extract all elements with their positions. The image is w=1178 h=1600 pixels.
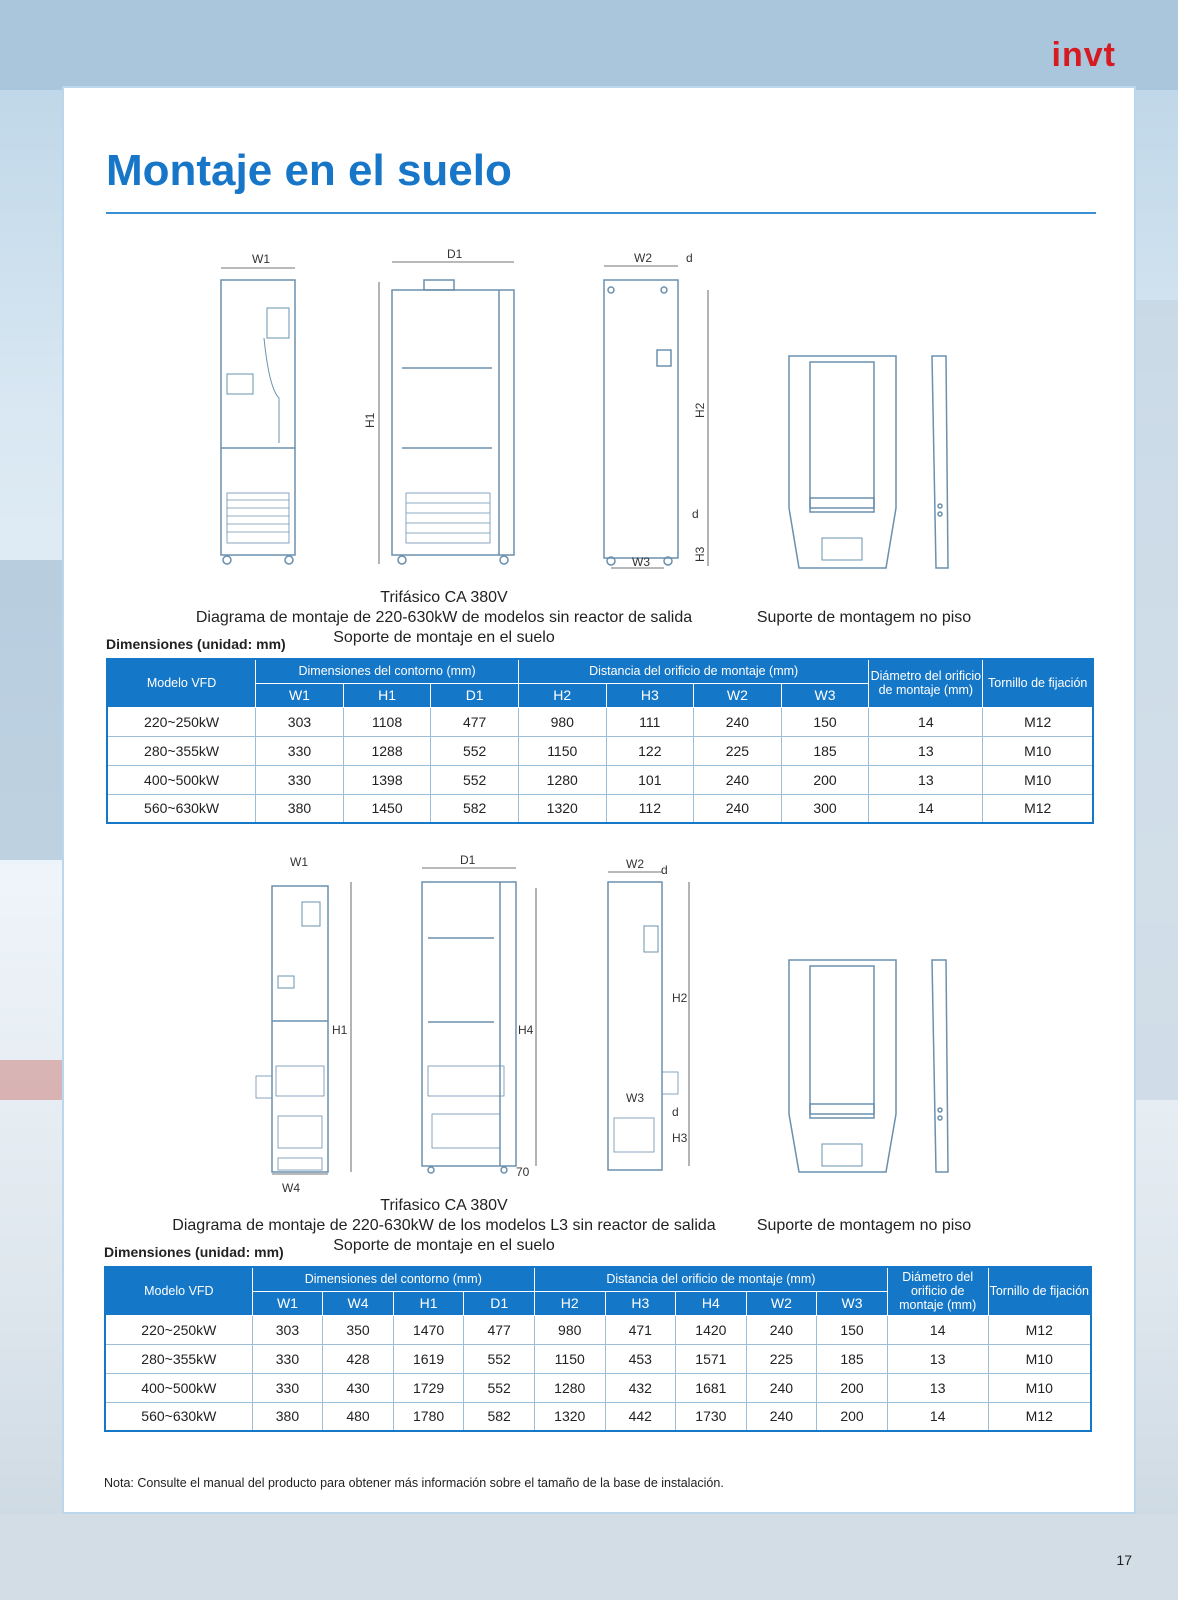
s1-label-w2: W2 (634, 251, 652, 265)
table-cell: 1280 (534, 1373, 605, 1402)
s1-label-d-top: d (686, 251, 693, 265)
s1-head-hole: Distancia del orificio de montaje (mm) (518, 659, 868, 683)
s2-label-w2: W2 (626, 857, 644, 871)
s1-label-h3: H3 (693, 546, 707, 562)
table-cell: 400~500kW (107, 765, 256, 794)
table-cell: 13 (887, 1344, 988, 1373)
table-cell: 442 (605, 1402, 676, 1431)
table-cell: 150 (781, 707, 869, 736)
s1-label-h2: H2 (693, 402, 707, 418)
page-title: Montaje en el suelo (106, 146, 512, 195)
table-cell: 240 (694, 794, 782, 823)
table-cell: 111 (606, 707, 694, 736)
s2-col-w4: W4 (323, 1291, 394, 1315)
table-cell: 1729 (393, 1373, 464, 1402)
section1-diagrams (64, 238, 1134, 588)
s1-label-d-bottom: d (692, 507, 699, 521)
s2-col-h4: H4 (676, 1291, 747, 1315)
table-cell: M10 (988, 1344, 1091, 1373)
table-cell: 380 (252, 1402, 323, 1431)
table-cell: 1730 (676, 1402, 747, 1431)
s1-col-h1: H1 (343, 683, 431, 707)
s1-label-w3: W3 (632, 555, 650, 569)
table-cell: 13 (869, 765, 983, 794)
s1-head-screw: Tornillo de fijación (983, 659, 1093, 707)
s2-caption-line2: Diagrama de montaje de 220-630kW de los modelos L3 sin reactor de salida (172, 1217, 716, 1234)
table-cell: 477 (431, 707, 519, 736)
s2-head-model: Modelo VFD (105, 1267, 252, 1315)
table-cell: M10 (983, 736, 1093, 765)
table-row (105, 1315, 1091, 1344)
s1-head-outline: Dimensiones del contorno (mm) (256, 659, 519, 683)
table-cell: 240 (746, 1315, 817, 1344)
table-cell: 980 (534, 1315, 605, 1344)
s2-label-h4: H4 (518, 1023, 534, 1037)
s2-col-w1: W1 (252, 1291, 323, 1315)
table-cell: 980 (518, 707, 606, 736)
table-cell: 428 (323, 1344, 394, 1373)
table-cell: 330 (256, 736, 344, 765)
logo-text: invt (1051, 36, 1116, 74)
table-cell: 101 (606, 765, 694, 794)
table-cell: 14 (887, 1315, 988, 1344)
table-cell: 1320 (518, 794, 606, 823)
s2-label-w1: W1 (290, 855, 308, 869)
s2-col-w3: W3 (817, 1291, 888, 1315)
s2-stand-front (789, 960, 896, 1172)
table-cell: 552 (431, 736, 519, 765)
table-cell: 330 (252, 1344, 323, 1373)
table-row (107, 736, 1093, 765)
invt-logo (1052, 36, 1116, 75)
table-cell: 400~500kW (105, 1373, 252, 1402)
table-cell: 122 (606, 736, 694, 765)
table-cell: 1108 (343, 707, 431, 736)
table-cell: 552 (464, 1373, 535, 1402)
s2-col-w2: W2 (746, 1291, 817, 1315)
page-number: 17 (1116, 1552, 1132, 1568)
s1-stand-front (789, 356, 896, 568)
s2-head-outline: Dimensiones del contorno (mm) (252, 1267, 534, 1291)
table-cell: 582 (431, 794, 519, 823)
table-cell: 185 (781, 736, 869, 765)
s1-dimensions-table (106, 658, 1094, 824)
table-cell: 280~355kW (107, 736, 256, 765)
table-cell: 1150 (518, 736, 606, 765)
table-cell: 1681 (676, 1373, 747, 1402)
s1-label-h1: H1 (363, 412, 377, 428)
table-cell: 13 (869, 736, 983, 765)
s2-stand-side (932, 960, 948, 1172)
table-cell: 303 (252, 1315, 323, 1344)
table-cell: 112 (606, 794, 694, 823)
table-cell: 560~630kW (107, 794, 256, 823)
s1-caption-line1: Trifásico CA 380V (380, 589, 508, 606)
table-cell: 1470 (393, 1315, 464, 1344)
table-cell: 13 (887, 1373, 988, 1402)
table-cell: 200 (817, 1402, 888, 1431)
table-cell: 240 (746, 1402, 817, 1431)
s1-caption-line2: Diagrama de montaje de 220-630kW de modelos sin reactor de salida (195, 609, 693, 626)
s2-col-h1: H1 (393, 1291, 464, 1315)
s1-head-diameter: Diámetro del orificio de montaje (mm) (869, 659, 983, 707)
table-cell: 185 (817, 1344, 888, 1373)
footnote: Nota: Consulte el manual del producto para obtener más información sobre el tamaño de la base de instalación. (104, 1476, 724, 1490)
table-cell: 380 (256, 794, 344, 823)
table-row (107, 765, 1093, 794)
table-cell: M10 (983, 765, 1093, 794)
s1-col-h3: H3 (606, 683, 694, 707)
table-cell: 1619 (393, 1344, 464, 1373)
s2-label-d-top: d (661, 863, 668, 877)
s2-caption-right: Suporte de montagem no piso (756, 1217, 972, 1234)
table-cell: 430 (323, 1373, 394, 1402)
s2-label-w3: W3 (626, 1091, 644, 1105)
s1-caption-right: Suporte de montagem no piso (756, 609, 972, 626)
table-cell: 225 (746, 1344, 817, 1373)
content-panel (62, 86, 1136, 1514)
s1-col-w2: W2 (694, 683, 782, 707)
table-cell: M12 (988, 1315, 1091, 1344)
s2-head-diameter: Diámetro del orificio de montaje (mm) (887, 1267, 988, 1315)
table-cell: 1280 (518, 765, 606, 794)
s1-stand-side (932, 356, 948, 568)
section2-diagrams (64, 846, 1134, 1196)
table-cell: 582 (464, 1402, 535, 1431)
table-cell: 280~355kW (105, 1344, 252, 1373)
s2-label-d1: D1 (460, 853, 476, 867)
s1-dimensions-label: Dimensiones (unidad: mm) (106, 636, 286, 652)
s2-head-hole: Distancia del orificio de montaje (mm) (534, 1267, 887, 1291)
table-cell: 1780 (393, 1402, 464, 1431)
table-cell: 1571 (676, 1344, 747, 1373)
s2-back-view (608, 872, 689, 1170)
s2-head-screw: Tornillo de fijación (988, 1267, 1091, 1315)
s2-label-h1: H1 (332, 1023, 348, 1037)
table-cell: 1450 (343, 794, 431, 823)
table-cell: 477 (464, 1315, 535, 1344)
s2-side-view (422, 868, 536, 1173)
table-cell: 303 (256, 707, 344, 736)
table-cell: 432 (605, 1373, 676, 1402)
s1-front-view (221, 268, 295, 564)
table-cell: 330 (256, 765, 344, 794)
table-row (107, 707, 1093, 736)
table-row (105, 1373, 1091, 1402)
table-cell: 300 (781, 794, 869, 823)
s1-label-w1: W1 (252, 252, 270, 266)
s1-label-d1: D1 (447, 247, 463, 261)
table-cell: 1150 (534, 1344, 605, 1373)
table-cell: 1398 (343, 765, 431, 794)
s1-head-model: Modelo VFD (107, 659, 256, 707)
s1-side-view (379, 262, 514, 564)
table-cell: 150 (817, 1315, 888, 1344)
s1-col-w3: W3 (781, 683, 869, 707)
table-cell: M12 (988, 1402, 1091, 1431)
table-cell: 14 (887, 1402, 988, 1431)
table-cell: M10 (988, 1373, 1091, 1402)
table-cell: 480 (323, 1402, 394, 1431)
table-cell: 220~250kW (105, 1315, 252, 1344)
table-cell: 240 (694, 707, 782, 736)
s2-label-d-bottom: d (672, 1105, 679, 1119)
table-cell: 200 (817, 1373, 888, 1402)
title-divider (106, 212, 1096, 214)
table-cell: 552 (431, 765, 519, 794)
table-cell: 350 (323, 1315, 394, 1344)
s1-col-h2: H2 (518, 683, 606, 707)
table-cell: 225 (694, 736, 782, 765)
table-cell: 1288 (343, 736, 431, 765)
table-cell: 330 (252, 1373, 323, 1402)
s1-caption-line3: Soporte de montaje en el suelo (333, 629, 555, 646)
table-cell: 1420 (676, 1315, 747, 1344)
s2-label-h2: H2 (672, 991, 688, 1005)
table-cell: 471 (605, 1315, 676, 1344)
s2-dimensions-table (104, 1266, 1092, 1432)
table-cell: M12 (983, 794, 1093, 823)
table-cell: 14 (869, 794, 983, 823)
s2-col-h3: H3 (605, 1291, 676, 1315)
s2-caption-line1: Trifasico CA 380V (380, 1197, 508, 1214)
table-cell: M12 (983, 707, 1093, 736)
s2-caption-line3: Soporte de montaje en el suelo (333, 1237, 555, 1254)
table-cell: 200 (781, 765, 869, 794)
table-cell: 552 (464, 1344, 535, 1373)
table-row (107, 794, 1093, 823)
table-cell: 220~250kW (107, 707, 256, 736)
table-cell: 1320 (534, 1402, 605, 1431)
s2-label-h3: H3 (672, 1131, 688, 1145)
s2-col-h2: H2 (534, 1291, 605, 1315)
table-cell: 14 (869, 707, 983, 736)
table-cell: 240 (694, 765, 782, 794)
s2-label-w4: W4 (282, 1181, 300, 1195)
table-cell: 453 (605, 1344, 676, 1373)
s2-col-d1: D1 (464, 1291, 535, 1315)
s2-label-70: 70 (516, 1165, 530, 1179)
s1-col-d1: D1 (431, 683, 519, 707)
table-cell: 560~630kW (105, 1402, 252, 1431)
s2-dimensions-label: Dimensiones (unidad: mm) (104, 1244, 284, 1260)
table-row (105, 1344, 1091, 1373)
table-row (105, 1402, 1091, 1431)
table-cell: 240 (746, 1373, 817, 1402)
s1-col-w1: W1 (256, 683, 344, 707)
